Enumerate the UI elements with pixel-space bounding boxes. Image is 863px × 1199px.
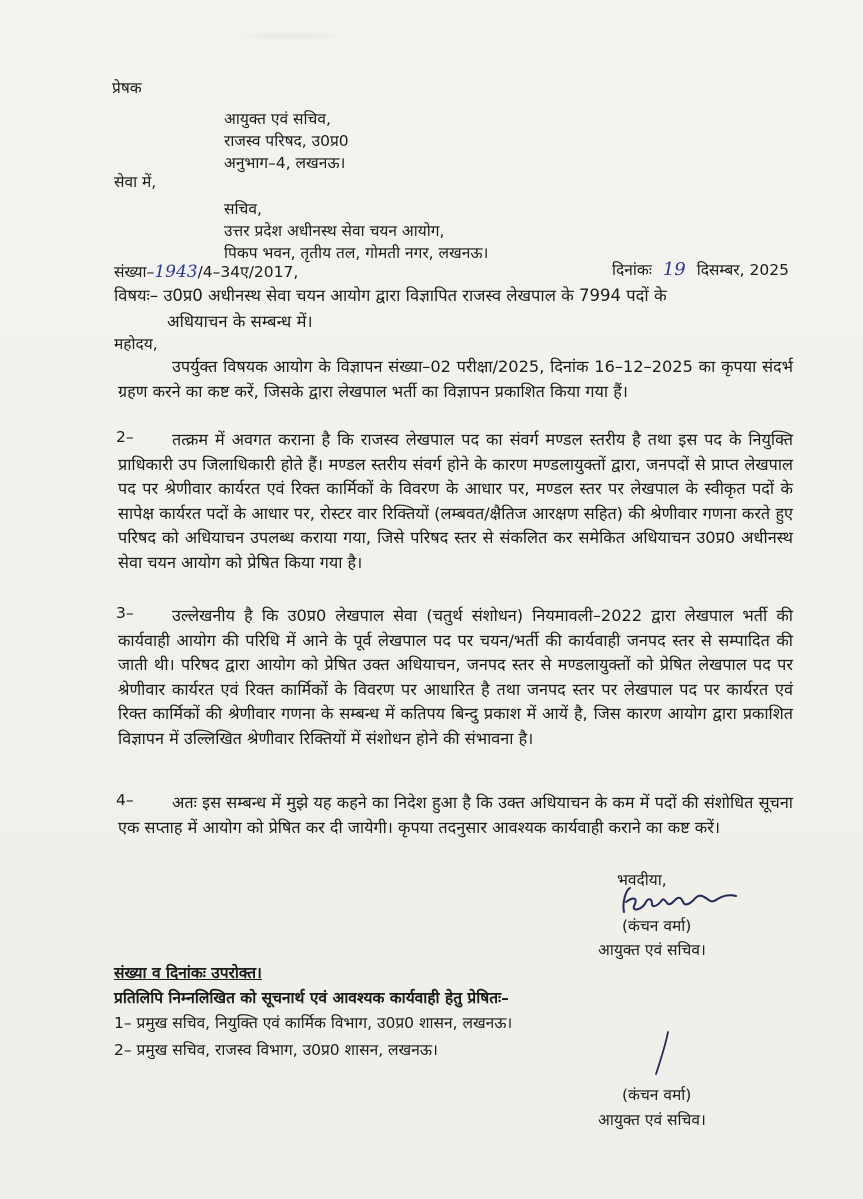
paragraph-3-number: 3–: [116, 604, 134, 622]
salutation: महोदय,: [114, 335, 158, 353]
signatory-name: (कंचन वर्मा): [622, 917, 692, 935]
subject-line-1: विषयः– उ0प्र0 अधीनस्थ सेवा चयन आयोग द्वारा विज्ञापित राजस्व लेखपाल के 7994 पदों के: [114, 286, 667, 305]
reference-suffix: /4–34ए/2017,: [197, 263, 299, 281]
copy-item-1: 1– प्रमुख सचिव, नियुक्ति एवं कार्मिक विभाग, उ0प्र0 शासन, लखनऊ।: [114, 1014, 513, 1032]
sender-line-2: राजस्व परिषद, उ0प्र0: [224, 132, 349, 150]
copy-reference-line: संख्या व दिनांकः उपरोक्त।: [114, 964, 262, 982]
reference-prefix: संख्या–: [114, 263, 155, 281]
paragraph-4-number: 4–: [116, 791, 134, 809]
copy-item-2: 2– प्रमुख सचिव, राजस्व विभाग, उ0प्र0 शासन, लखनऊ।: [114, 1041, 438, 1059]
subject-line-2: अधियाचन के सम्बन्ध में।: [167, 312, 313, 331]
signature-2: [648, 1028, 678, 1078]
reference-number: [114, 260, 298, 282]
recipient-label: सेवा में,: [114, 173, 157, 191]
paragraph-3: उल्लेखनीय है कि उ0प्र0 लेखपाल सेवा (चतुर्थ संशोधन) नियमावली–2022 द्वारा लेखपाल भर्ती की कार्यवाही आयोग की परिधि में आने के पूर्व लेखपाल पद पर चयन/भर्ती की कार्यवाही जनपद स्तर से सम्पादित की जाती थी। परिषद द्वारा आयोग को प्रेषित उक्त अधियाचन, जनपद स्तर से मण्डलायुक्तों को प्रेषित लेखपाल पद पर श्रेणीवार कार्यरत एवं रिक्त कार्मिकों के विवरण पर आधारित है तथा जनपद स्तर पर लेखपाल पद पर कार्यरत एवं रिक्त कार्मिकों की श्रेणीवार गणना के सम्बन्ध में कतिपय बिन्दु प्रकाश में आयें है, जिस कारण आयोग द्वारा प्रकाशित विज्ञापन में उल्लिखित श्रेणीवार रिक्तियों में संशोधन होने की संभावना है।: [118, 606, 793, 748]
reference-date: [612, 258, 789, 280]
paragraph-2: तत्क्रम में अवगत कराना है कि राजस्व लेखपाल पद का संवर्ग मण्डल स्तरीय है तथा इस पद के नियुक्ति प्राधिकारी उप जिलाधिकारी होते हैं। मण्डल स्तरीय संवर्ग होने के कारण मण्डलायुक्तों द्वारा, जनपदों से प्राप्त लेखपाल पद पर श्रेणीवार कार्यरत एवं रिक्त कार्मिकों के विवरण के आधार पर, मण्डल स्तर पर लेखपाल के स्वीकृत पदों के सापेक्ष कार्यरत पदों के आधार पर, रोस्टर वार रिक्तियों (लम्बवत/क्षैतिज आरक्षण सहित) की श्रेणीवार गणना करते हुए परिषद को अधियाचन उपलब्ध कराया गया, जिसे परिषद स्तर से संकलित कर समेकित अधियाचन उ0प्र0 अधीनस्थ सेवा चयन आयोग को प्रेषित किया गया है।: [118, 430, 793, 572]
reference-handwritten-number: 1943: [154, 262, 198, 282]
date-handwritten-day: 19: [662, 259, 686, 280]
signatory-designation: आयुक्त एवं सचिव।: [598, 941, 706, 959]
sender-line-1: आयुक्त एवं सचिव,: [224, 110, 331, 128]
recipient-line-1: सचिव,: [224, 200, 262, 218]
paragraph-4: अतः इस सम्बन्ध में मुझे यह कहने का निदेश हुआ है कि उक्त अधियाचन के कम में पदों की संशोधित सूचना एक सप्ताह में आयोग को प्रेषित कर दी जायेगी। कृपया तदनुसार आवश्यक कार्यवाही कराने का कष्ट करें।: [118, 793, 793, 837]
paragraph-1: उपर्युक्त विषयक आयोग के विज्ञापन संख्या–02 परीक्षा/2025, दिनांक 16–12–2025 का कृपया संदर्भ ग्रहण करने का कष्ट करें, जिसके द्वारा लेखपाल भर्ती का विज्ञापन प्रकाशित किया गया हैं।: [118, 357, 793, 401]
recipient-line-3: पिकप भवन, तृतीय तल, गोमती नगर, लखनऊ।: [224, 244, 489, 262]
copy-signatory-designation: आयुक्त एवं सचिव।: [598, 1111, 706, 1129]
date-rest: दिसम्बर, 2025: [696, 261, 789, 279]
paragraph-2-number: 2–: [116, 428, 134, 446]
recipient-line-2: उत्तर प्रदेश अधीनस्थ सेवा चयन आयोग,: [224, 222, 445, 240]
valediction: भवदीया,: [617, 871, 667, 889]
sender-line-3: अनुभाग–4, लखनऊ।: [224, 154, 346, 172]
sender-label: प्रेषक: [112, 79, 142, 97]
scan-smudge: [230, 30, 350, 42]
date-label: दिनांकः: [612, 261, 652, 279]
signature-mark-icon: [648, 1028, 678, 1078]
copy-intro: प्रतिलिपि निम्नलिखित को सूचनार्थ एवं आवश्यक कार्यवाही हेतु प्रेषितः–: [114, 989, 509, 1007]
copy-signatory-name: (कंचन वर्मा): [622, 1086, 692, 1104]
